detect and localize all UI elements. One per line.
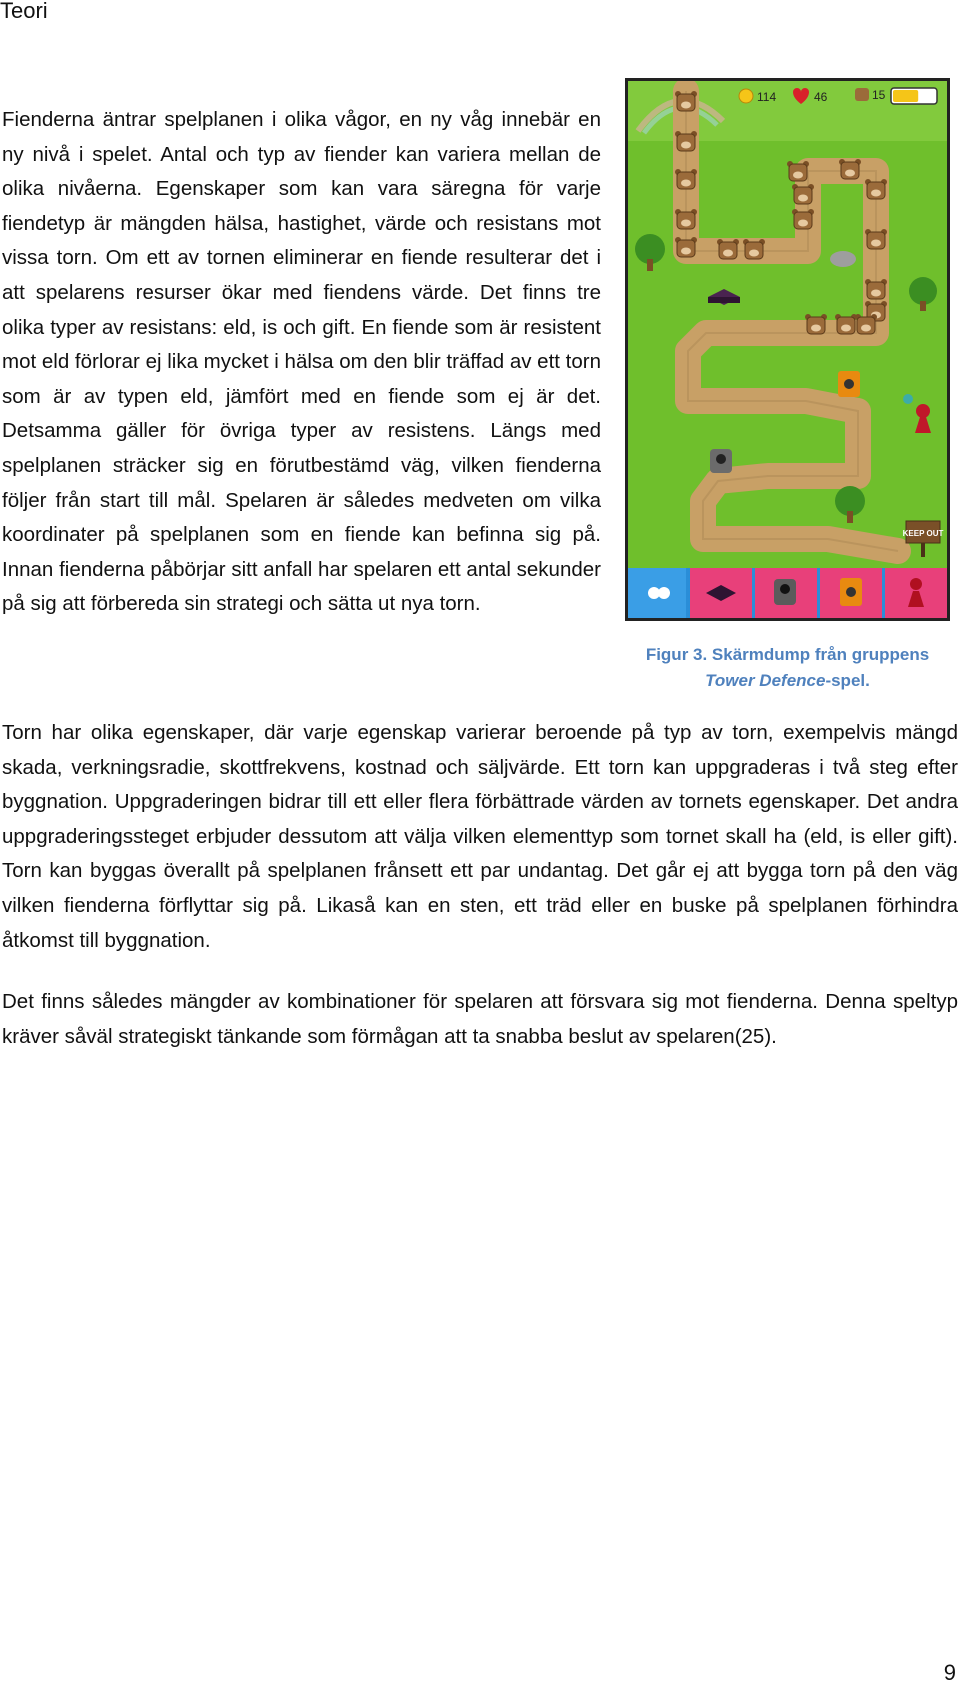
ice-shot-icon xyxy=(903,394,913,404)
sign-text: KEEP OUT xyxy=(902,529,944,538)
bear-enemy-icon xyxy=(743,239,765,259)
barrel-tower-icon xyxy=(838,371,860,397)
coin-count: 114 xyxy=(757,90,777,104)
bear-enemy-icon xyxy=(839,159,861,179)
caption-game-title: Tower Defence xyxy=(705,671,826,690)
pawn-tower-button[interactable] xyxy=(885,568,947,618)
paragraph-combinations: Det finns således mängder av kombinationer för spelaren att försvara sig mot fienderna. Denna speltyp kräver såväl strategiskt tänkande som förmågan att ta snabba beslut av spelaren(25). xyxy=(2,990,958,1048)
page-number: 9 xyxy=(943,1660,956,1685)
bear-enemy-icon xyxy=(675,209,697,229)
bear-enemy-icon xyxy=(865,279,887,299)
bear-enemy-icon xyxy=(675,169,697,189)
tower-toolbar xyxy=(628,568,947,618)
bear-enemy-icon xyxy=(787,161,809,181)
bear-enemy-icon xyxy=(865,229,887,249)
bear-enemy-icon xyxy=(835,314,857,334)
cannon-tower-button[interactable] xyxy=(755,568,817,618)
bear-enemy-icon xyxy=(675,237,697,257)
bear-enemy-icon xyxy=(675,131,697,151)
wave-progress-fill xyxy=(893,90,918,102)
paragraph-towers: Torn har olika egenskaper, där varje egenskap varierar beroende på typ av torn, exempelvis mängd skada, verkningsradie, skottfrekvens, kostnad och säljvärde. Ett torn kan uppgraderas i två steg efter byggnation. Uppgraderingen bidrar till ett eller flera förbättrade värden av tornets egenskaper. Det andra uppgraderingssteget erbjuder dessutom att välja vilken elementtyp som tornet skall ha (eld, is eller gift). Torn kan byggas överallt på spelplanen frånsett ett par undantag. Det går ej att bygga torn på den väg vilken fienderna förflyttar sig på. Likaså kan en sten, ett träd eller en buske på spelplanen förhindra åtkomst till byggnation. xyxy=(2,721,958,952)
bear-enemy-icon xyxy=(855,314,877,334)
bear-enemy-icon xyxy=(792,209,814,229)
barrel-tower-button[interactable] xyxy=(820,568,882,618)
fast-forward-button[interactable] xyxy=(628,568,686,618)
bear-enemy-icon xyxy=(865,179,887,199)
bear-enemy-icon xyxy=(717,239,739,259)
lives-count: 46 xyxy=(814,90,828,104)
page-header: Teori xyxy=(0,0,48,23)
bear-enemy-icon xyxy=(792,184,814,204)
pink-tower-button[interactable] xyxy=(690,568,752,618)
caption-suffix: -spel. xyxy=(825,671,870,690)
coin-icon xyxy=(739,89,753,103)
enemy-icon xyxy=(855,88,869,101)
cannon-tower-icon xyxy=(710,449,732,473)
bear-enemy-icon xyxy=(675,91,697,111)
enemies-left-count: 15 xyxy=(872,88,886,102)
bear-enemy-icon xyxy=(805,314,827,334)
caption-line-2 xyxy=(625,668,950,694)
rock-icon xyxy=(830,251,856,267)
caption-line-1: Figur 3. Skärmdump från gruppens xyxy=(645,645,930,664)
paragraph-enemies: Fienderna äntrar spelplanen i olika vågor, en ny våg innebär en ny nivå i spelet. Antal och typ av fiender kan variera mellan de olika nivåerna. Egenskaper som kan vara säregna för varje fiendetyp är mängden hälsa, hastighet, värde och resistans mot vissa torn. Om ett av tornen eliminerar en fiende resulterar det i att spelarens resurser ökar med fiendens värde. Det finns tre olika typer av resistans: eld, is och gift. En fiende som är resistent mot eld förlorar ej lika mycket i hälsa om den blir träffad av ett torn som är av typen eld, jämfört med en fiende som ej är det. Detsamma gäller för övriga typer av resistens. Längs med spelplanen sträcker sig en förutbestämd väg, vilken fienderna följer från start till mål. Spelaren är således medveten om vilka koordinater på spelplanen som en fiende kan befinna sig på. Innan fienderna påbörjar sitt anfall har spelaren ett antal sekunder på sig att förbereda sin strategi och sätta ut nya torn. xyxy=(2,108,601,616)
game-screenshot xyxy=(625,78,950,621)
figure-caption xyxy=(625,642,950,694)
